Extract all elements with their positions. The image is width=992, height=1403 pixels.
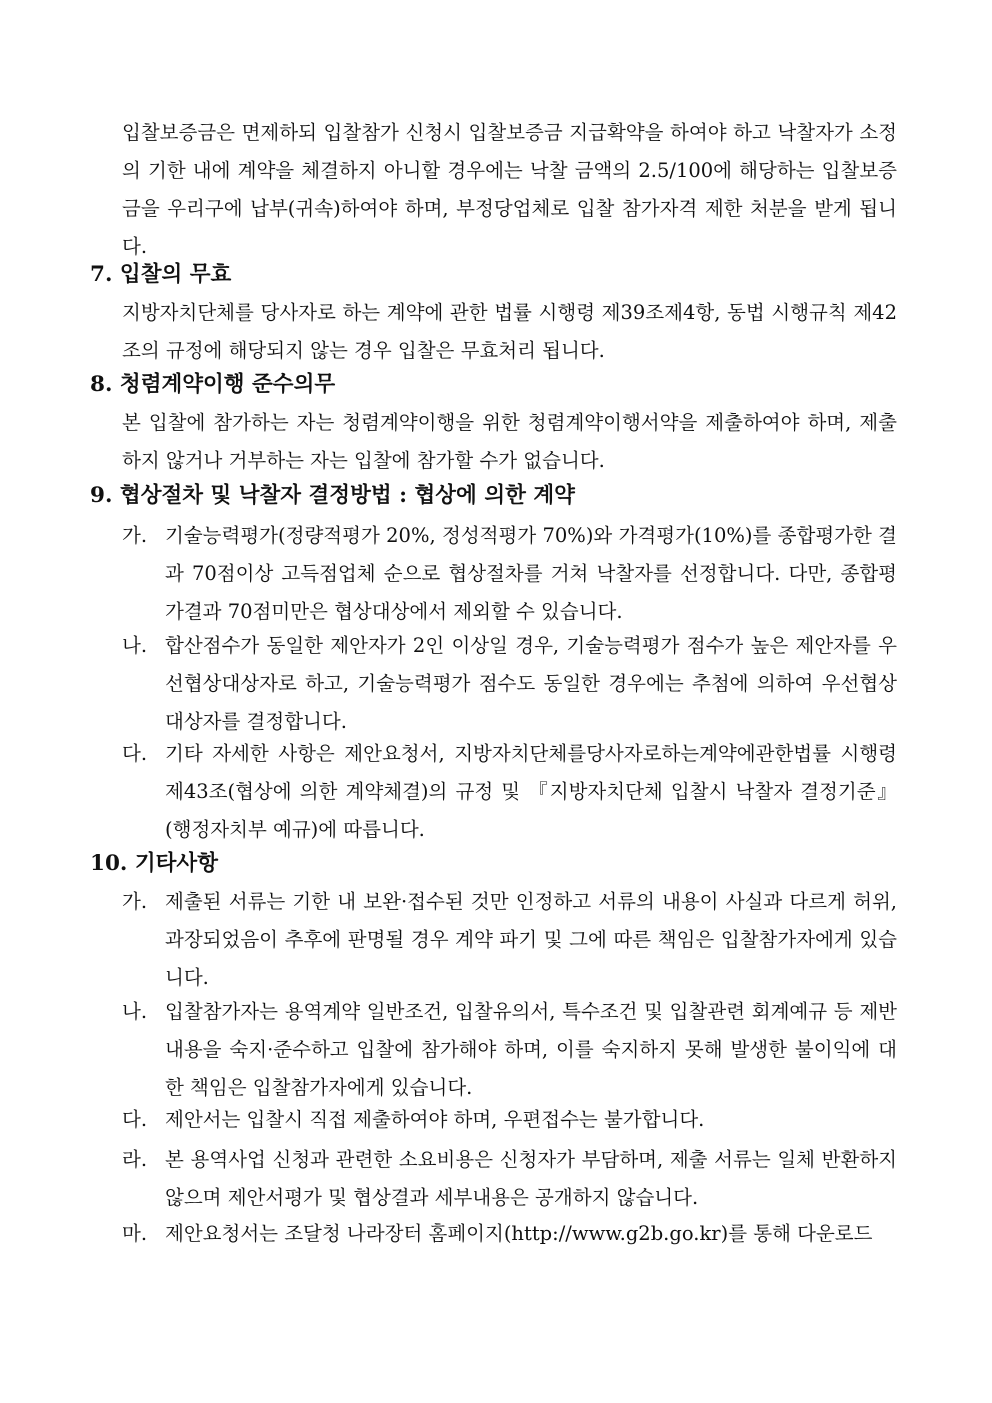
item-marker: 다. xyxy=(122,742,148,765)
item-text: 입찰참가자는 용역계약 일반조건, 입찰유의서, 특수조건 및 입찰관련 회계예규 등 제반내용을 숙지·준수하고 입찰에 참가해야 하며, 이를 숙지하지 못해 발생한 불이익에 대한 책임은 입찰참가자에게 있습니다. xyxy=(165,1000,897,1099)
item-marker: 가. xyxy=(122,524,148,547)
section-10-item-ma xyxy=(122,1215,897,1253)
section-9-item-da xyxy=(122,735,897,849)
item-marker: 나. xyxy=(122,634,148,657)
item-text: 합산점수가 동일한 제안자가 2인 이상일 경우, 기술능력평가 점수가 높은 제안자를 우선협상대상자로 하고, 기술능력평가 점수도 동일한 경우에는 추첨에 의하여 우선협상대상자를 결정합니다. xyxy=(165,634,897,733)
section-10-item-ga xyxy=(122,883,897,997)
section-7-heading: 7. 입찰의 무효 xyxy=(90,262,232,287)
item-marker: 나. xyxy=(122,1000,148,1023)
section-8-text: 본 입찰에 참가하는 자는 청렴계약이행을 위한 청렴계약이행서약을 제출하여야 하며, 제출하지 않거나 거부하는 자는 입찰에 참가할 수가 없습니다. xyxy=(122,411,897,472)
section-9-heading: 9. 협상절차 및 낙찰자 결정방법 : 협상에 의한 계약 xyxy=(90,483,575,508)
section-7-text: 지방자치단체를 당사자로 하는 계약에 관한 법률 시행령 제39조제4항, 동법 시행규칙 제42조의 규정에 해당되지 않는 경우 입찰은 무효처리 됩니다. xyxy=(122,301,897,362)
item-marker: 마. xyxy=(122,1222,148,1245)
section-10-item-na xyxy=(122,993,897,1107)
item-text: 제출된 서류는 기한 내 보완·접수된 것만 인정하고 서류의 내용이 사실과 다르게 허위, 과장되었음이 추후에 판명될 경우 계약 파기 및 그에 따른 책임은 입찰참가자에게 있습니다. xyxy=(165,890,897,989)
item-text: 제안서는 입찰시 직접 제출하여야 하며, 우편접수는 불가합니다. xyxy=(165,1108,705,1131)
section-9-item-na xyxy=(122,627,897,741)
section-10-item-da xyxy=(122,1101,897,1139)
item-marker: 라. xyxy=(122,1148,148,1171)
section-10-heading: 10. 기타사항 xyxy=(90,851,218,876)
item-marker: 가. xyxy=(122,890,148,913)
section-9-item-ga xyxy=(122,517,897,631)
item-text: 기타 자세한 사항은 제안요청서, 지방자치단체를당사자로하는계약에관한법률 시행령 제43조(협상에 의한 계약체결)의 규정 및 『지방자치단체 입찰시 낙찰자 결정기준』(행정자치부 예규)에 따릅니다. xyxy=(165,742,897,841)
item-marker: 다. xyxy=(122,1108,148,1131)
section-10-item-ra xyxy=(122,1141,897,1217)
item-text: 제안요청서는 조달청 나라장터 홈페이지(http://www.g2b.go.kr)를 통해 다운로드 xyxy=(165,1222,873,1245)
intro-paragraph: 입찰보증금은 면제하되 입찰참가 신청시 입찰보증금 지급확약을 하여야 하고 낙찰자가 소정의 기한 내에 계약을 체결하지 아니할 경우에는 낙찰 금액의 2.5/100에 해당하는 입찰보증금을 우리구에 납부(귀속)하여야 하며, 부정당업체로 입찰 참가자격 제한 처분을 받게 됩니다. xyxy=(122,121,897,258)
item-text: 기술능력평가(정량적평가 20%, 정성적평가 70%)와 가격평가(10%)를 종합평가한 결과 70점이상 고득점업체 순으로 협상절차를 거쳐 낙찰자를 선정합니다. 다만, 종합평가결과 70점미만은 협상대상에서 제외할 수 있습니다. xyxy=(165,524,897,623)
section-8-heading: 8. 청렴계약이행 준수의무 xyxy=(90,372,336,397)
item-text: 본 용역사업 신청과 관련한 소요비용은 신청자가 부담하며, 제출 서류는 일체 반환하지 않으며 제안서평가 및 협상결과 세부내용은 공개하지 않습니다. xyxy=(165,1148,897,1209)
